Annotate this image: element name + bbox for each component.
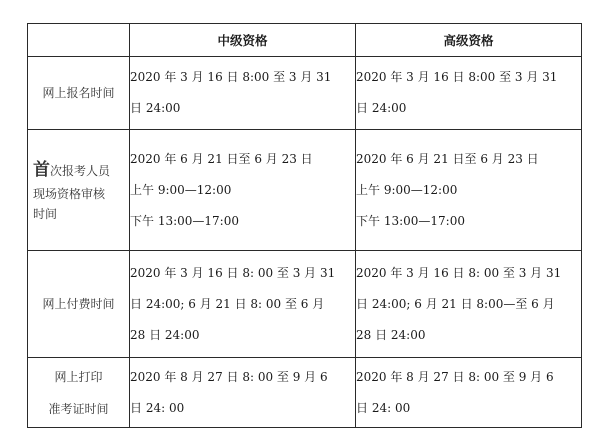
cell-line: 2020 年 8 月 27 日 8: 00 至 9 月 6 (130, 369, 328, 384)
cell-line: 28 日 24:00 (356, 327, 426, 342)
table-header-row (28, 24, 582, 57)
row-label-print-admission (28, 358, 130, 428)
senior-cell (356, 358, 582, 428)
intermediate-cell (130, 251, 356, 358)
header-intermediate: 中级资格 (130, 24, 356, 57)
row-label-line1: 网上打印 (54, 369, 103, 384)
cell-line: 日 24:00 (130, 101, 181, 115)
cell-line: 上午 9:00—12:00 (130, 182, 232, 197)
cell-line: 2020 年 3 月 16 日 8:00 至 3 月 31 (130, 70, 332, 84)
table-row (28, 358, 582, 428)
senior-cell (356, 57, 582, 130)
row-label-line1: 次报考人员 (50, 163, 111, 178)
senior-cell (356, 130, 582, 251)
cell-line: 日 24: 00 (356, 400, 411, 415)
cell-line: 2020 年 3 月 16 日 8:00 至 3 月 31 (356, 70, 558, 84)
cell-line: 2020 年 8 月 27 日 8: 00 至 9 月 6 (356, 369, 554, 384)
cell-line: 2020 年 6 月 21 日至 6 月 23 日 (356, 151, 539, 166)
header-corner-cell (28, 24, 130, 57)
cell-line: 2020 年 3 月 16 日 8: 00 至 3 月 31 (130, 265, 336, 280)
row-label-line2: 现场资格审核 (33, 186, 106, 201)
senior-cell (356, 251, 582, 358)
row-label-line3: 时间 (33, 206, 58, 221)
row-label-line2: 准考证时间 (48, 401, 109, 416)
intermediate-cell (130, 358, 356, 428)
cell-line: 2020 年 6 月 21 日至 6 月 23 日 (130, 151, 313, 166)
cell-line: 28 日 24:00 (130, 327, 200, 342)
cell-line: 下午 13:00—17:00 (130, 213, 239, 228)
row-label-online-registration: 网上报名时间 (28, 57, 130, 130)
row-label-first-char: 首 (33, 159, 50, 180)
intermediate-cell (130, 130, 356, 251)
row-label-online-payment: 网上付费时间 (28, 251, 130, 358)
table-row (28, 57, 582, 130)
cell-line: 日 24: 00 (130, 400, 185, 415)
cell-line: 2020 年 3 月 16 日 8: 00 至 3 月 31 (356, 265, 562, 280)
cell-line: 上午 9:00—12:00 (356, 182, 458, 197)
intermediate-cell (130, 57, 356, 130)
cell-line: 日 24:00; 6 月 21 日 8:00—至 6 月 (356, 296, 555, 311)
exam-schedule-table (27, 23, 582, 428)
table-row (28, 130, 582, 251)
cell-line: 日 24:00; 6 月 21 日 8: 00 至 6 月 (130, 296, 325, 311)
table-row (28, 251, 582, 358)
cell-line: 下午 13:00—17:00 (356, 213, 465, 228)
cell-line: 日 24:00 (356, 101, 407, 115)
row-label-onsite-review (28, 130, 130, 251)
header-senior: 高级资格 (356, 24, 582, 57)
